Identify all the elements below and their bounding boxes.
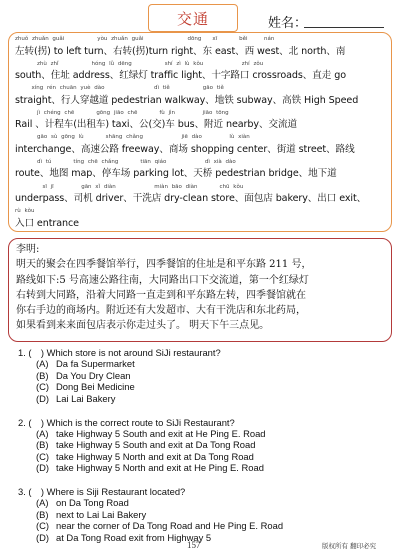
vocab-text: Rail 、计程车(出租车) taxi、公(交)车 bus、附近 nearby、交流道 [15,119,297,131]
answer-option [18,381,388,392]
question [18,486,388,543]
answer-option [18,428,388,439]
vocab-line [15,133,385,158]
answer-option [18,451,388,462]
vocab-pinyin: xíng rén chuān yuè dào dì tiě gāo tiě [15,85,224,92]
option-letter: (D) [36,531,50,543]
question-list [18,347,388,556]
vocab-pinyin: zhù zhǐ hóng lǜ dēng shí zì lù kǒu zhí zǒu [15,60,264,67]
passage-line: 明天的聚会在四季餐馆举行，四季餐馆的住址是和平东路 211 号， [16,259,312,271]
option-letter: (C) [36,520,50,532]
vocab-line [15,84,385,109]
vocab-pinyin: sī jī gān xǐ diàn miàn bāo diàn chū kǒu [15,183,244,190]
vocab-line [15,207,385,232]
passage-line: 如果看到来来面包店表示你走过头了。 明天下午三点见。 [16,320,270,332]
answer-option [18,509,388,520]
question [18,347,388,404]
option-text: at Da Tong Road exit from Highway 5 [56,531,212,543]
option-text: take Highway 5 North and exit at He Ping E. Road [56,462,264,474]
vocab-line [15,158,385,183]
vocab-text: south、住址 address、红绿灯 traffic light、十字路口 crossroads、直走 go [15,70,346,82]
vocab-pinyin: rù kǒu [15,208,35,215]
option-letter: (A) [36,497,49,509]
option-text: take Highway 5 South and exit at He Ping E. Road [56,427,266,439]
option-text: Dong Bei Medicine [56,381,135,393]
vocab-pinyin: dì tú tíng chē chǎng tiān qiáo dì xià dào [15,158,236,165]
answer-option [18,462,388,473]
question-stem: 1. ( ) Which store is not around SiJi restaurant? [18,347,221,358]
option-text: take Highway 5 South and exit at Da Tong Road [56,439,256,451]
vocab-pinyin: zhuǒ zhuǎn guǎi yòu zhuǎn guǎi dōng xī běi nán [15,36,275,42]
page-number: 157 [187,540,201,550]
vocab-line [15,35,385,60]
vocab-text: 入口 entrance [15,217,79,229]
answer-option [18,370,388,381]
option-letter: (C) [36,381,50,393]
vocab-line [15,183,385,208]
passage-line: 右转到大同路，沿着大同路一直走到和平东路左转，四季餐馆就在 [16,289,306,301]
vocab-line [15,60,385,85]
answer-option [18,358,388,369]
option-letter: (B) [36,439,49,451]
option-text: Da You Dry Clean [56,369,131,381]
vocab-pinyin: gāo sù gōng lù shāng chǎng jiē dào lù xiàn [15,134,250,141]
reading-passage [8,238,392,342]
option-letter: (A) [36,358,49,370]
option-text: take Highway 5 North and exit at Da Tong Road [56,450,254,462]
passage-line: 你右手边的商场内。附近还有大发超市、大有干洗店和东北药局， [16,305,306,317]
question-stem: 2. ( ) Which is the correct route to SiJi Restaurant? [18,416,235,428]
vocabulary-box [8,32,392,232]
vocab-text: route、地图 map、停车场 parking lot、天桥 pedestrian bridge、地下道 [15,168,337,180]
question-stem: 3. ( ) Where is Siji Restaurant located? [18,486,186,498]
answer-option [18,497,388,508]
option-letter: (D) [36,462,50,474]
name-label: 姓名： [268,16,308,31]
question [18,417,388,474]
passage-line: 李明: [16,244,40,255]
option-text: on Da Tong Road [56,497,129,509]
vocab-line [15,109,385,134]
page-title: 交通 [148,4,238,32]
name-underline [304,27,384,28]
vocab-pinyin: jì chéng chē gōng jiāo chē fù jìn jiāo tōng [15,109,229,116]
option-text: Da fa Supermarket [56,358,135,370]
vocab-text: 左转(拐) to left turn、右转(拐)turn right、东 east、西 west、北 north、南 [15,45,346,57]
option-text: near the corner of Da Tong Road and He Ping E. Road [56,520,284,532]
answer-option [18,520,388,531]
option-letter: (A) [36,427,49,439]
option-letter: (C) [36,450,50,462]
option-text: next to Lai Lai Bakery [56,508,147,520]
vocab-text: underpass、司机 driver、干洗店 dry-clean store、面包店 bakery、出口 exit、 [15,193,367,205]
option-text: Lai Lai Bakery [56,392,116,404]
answer-option [18,439,388,450]
option-letter: (B) [36,508,49,520]
vocab-text: straight、行人穿越道 pedestrian walkway、地铁 subway、高铁 High Speed [15,94,359,106]
answer-option [18,393,388,404]
option-letter: (B) [36,369,49,381]
vocab-text: interchange、高速公路 freeway、商场 shopping center、街道 street、路线 [15,143,355,155]
copyright-notice: 版权所有 翻印必究 [322,542,377,550]
option-letter: (D) [36,392,50,404]
passage-line: 路线如下:5 号高速公路往南，大同路出口下交流道，第一个红绿灯 [16,274,309,286]
